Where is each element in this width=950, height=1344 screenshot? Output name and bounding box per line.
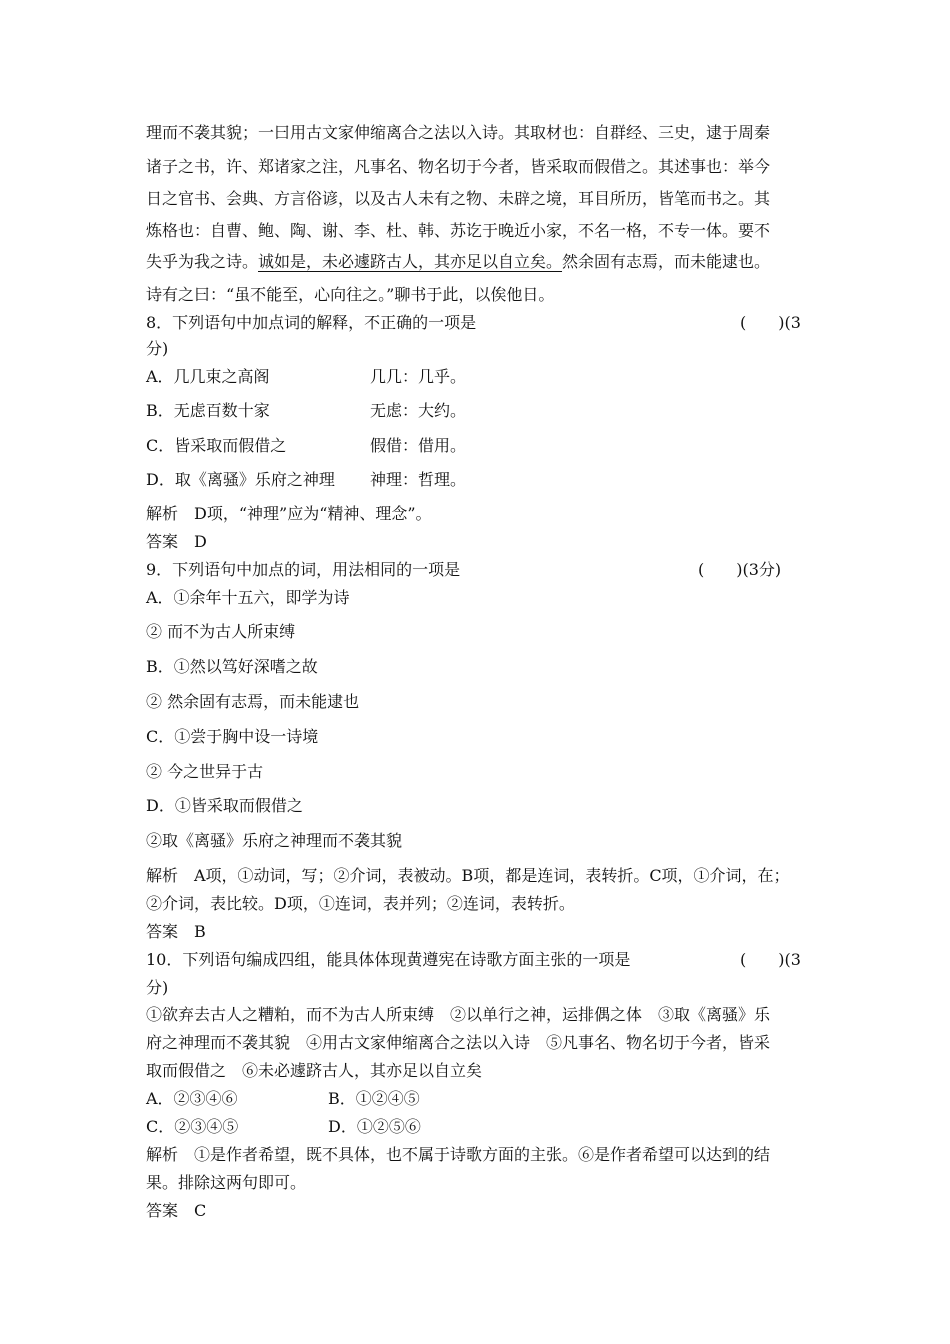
question-9-analysis: ②介词，表比较。D项，①连词，表并列；②连词，表转折。	[146, 894, 575, 913]
passage-line: 炼格也：自曹、鲍、陶、谢、李、杜、韩、苏讫于晚近小家，不名一格，不专一体。要不	[146, 221, 771, 240]
passage-text: 失乎为我之诗。	[146, 252, 259, 271]
question-10-answer: 答案 C	[146, 1201, 207, 1220]
question-8-gloss-a: 几几：几乎。	[370, 367, 467, 386]
question-9-option: B．①然以笃好深嗜之故	[146, 657, 318, 676]
question-8-option-b: B．无虑百数十家	[146, 401, 270, 420]
question-10-analysis: 解析 ①是作者希望，既不具体，也不属于诗歌方面的主张。⑥是作者希望可以达到的结	[146, 1145, 771, 1164]
question-9-option: C．①尝于胸中设一诗境	[146, 727, 319, 746]
question-10-items: 府之神理而不袭其貌 ④用古文家伸缩离合之法以入诗 ⑤凡事名、物名切于今者，皆采	[146, 1033, 771, 1052]
question-8-analysis: 解析 D项，“神理”应为“精神、理念”。	[146, 504, 432, 523]
question-9-option: ② 今之世异于古	[146, 762, 264, 781]
question-8-score: ( )(3	[740, 313, 801, 332]
question-10-stem: 10．下列语句编成四组，能具体体现黄遵宪在诗歌方面主张的一项是	[146, 950, 631, 969]
question-10-analysis: 果。排除这两句即可。	[146, 1173, 307, 1192]
question-9-option: ② 而不为古人所束缚	[146, 622, 296, 641]
passage-line: 诗有之曰：“虽不能至，心向往之。”聊书于此，以俟他日。	[146, 285, 555, 304]
question-9-answer: 答案 B	[146, 922, 206, 941]
question-9-option: ② 然余固有志焉，而未能逮也	[146, 692, 360, 711]
question-9-stem: 9．下列语句中加点的词，用法相同的一项是	[146, 560, 461, 579]
question-8-option-d: D．取《离骚》乐府之神理	[146, 470, 335, 489]
question-10-score-tail: 分)	[146, 978, 169, 997]
passage-line	[146, 251, 770, 273]
passage-line: 诸子之书，许、郑诸家之注，凡事名、物名切于今者，皆采取而假借之。其述事也：举今	[146, 157, 771, 176]
question-10-option-a: A．②③④⑥	[146, 1089, 238, 1108]
question-8-gloss-d: 神理：哲理。	[370, 470, 467, 489]
question-9-option: ②取《离骚》乐府之神理而不袭其貌	[146, 831, 403, 850]
question-9-option: A．①余年十五六，即学为诗	[146, 588, 350, 607]
question-10-items: 取而假借之 ⑥未必遽跻古人，其亦足以自立矣	[146, 1061, 483, 1080]
question-10-option-b: B．①②④⑤	[328, 1089, 420, 1108]
question-9-analysis: 解析 A项，①动词，写；②介词，表被动。B项，都是连词，表转折。C项，①介词，在；	[146, 866, 790, 885]
passage-line: 日之官书、会典、方言俗谚，以及古人未有之物、未辟之境，耳目所历，皆笔而书之。其	[146, 189, 771, 208]
question-8-answer: 答案 D	[146, 532, 207, 551]
question-10-option-d: D．①②⑤⑥	[328, 1117, 421, 1136]
question-8-gloss-b: 无虑：大约。	[370, 401, 467, 420]
question-8-score-tail: 分)	[146, 339, 169, 358]
question-8-stem: 8．下列语句中加点词的解释，不正确的一项是	[146, 313, 477, 332]
passage-line: 理而不袭其貌；一曰用古文家伸缩离合之法以入诗。其取材也：自群经、三史，逮于周秦	[146, 123, 771, 142]
question-9-option: D．①皆采取而假借之	[146, 796, 303, 815]
question-9-score: ( )(3分)	[698, 560, 782, 579]
question-8-gloss-c: 假借：借用。	[370, 436, 467, 455]
question-8-option-c: C．皆采取而假借之	[146, 436, 287, 455]
question-8-option-a: A．几几束之高阁	[146, 367, 270, 386]
underlined-sentence: 诚如是，未必遽跻古人，其亦足以自立矣。	[258, 252, 563, 271]
passage-text: 然余固有志焉，而未能逮也。	[562, 252, 771, 271]
question-10-score: ( )(3	[740, 950, 801, 969]
question-10-items: ①欲弃去古人之糟粕，而不为古人所束缚 ②以单行之神，运排偶之体 ③取《离骚》乐	[146, 1005, 771, 1024]
question-10-option-c: C．②③④⑤	[146, 1117, 239, 1136]
